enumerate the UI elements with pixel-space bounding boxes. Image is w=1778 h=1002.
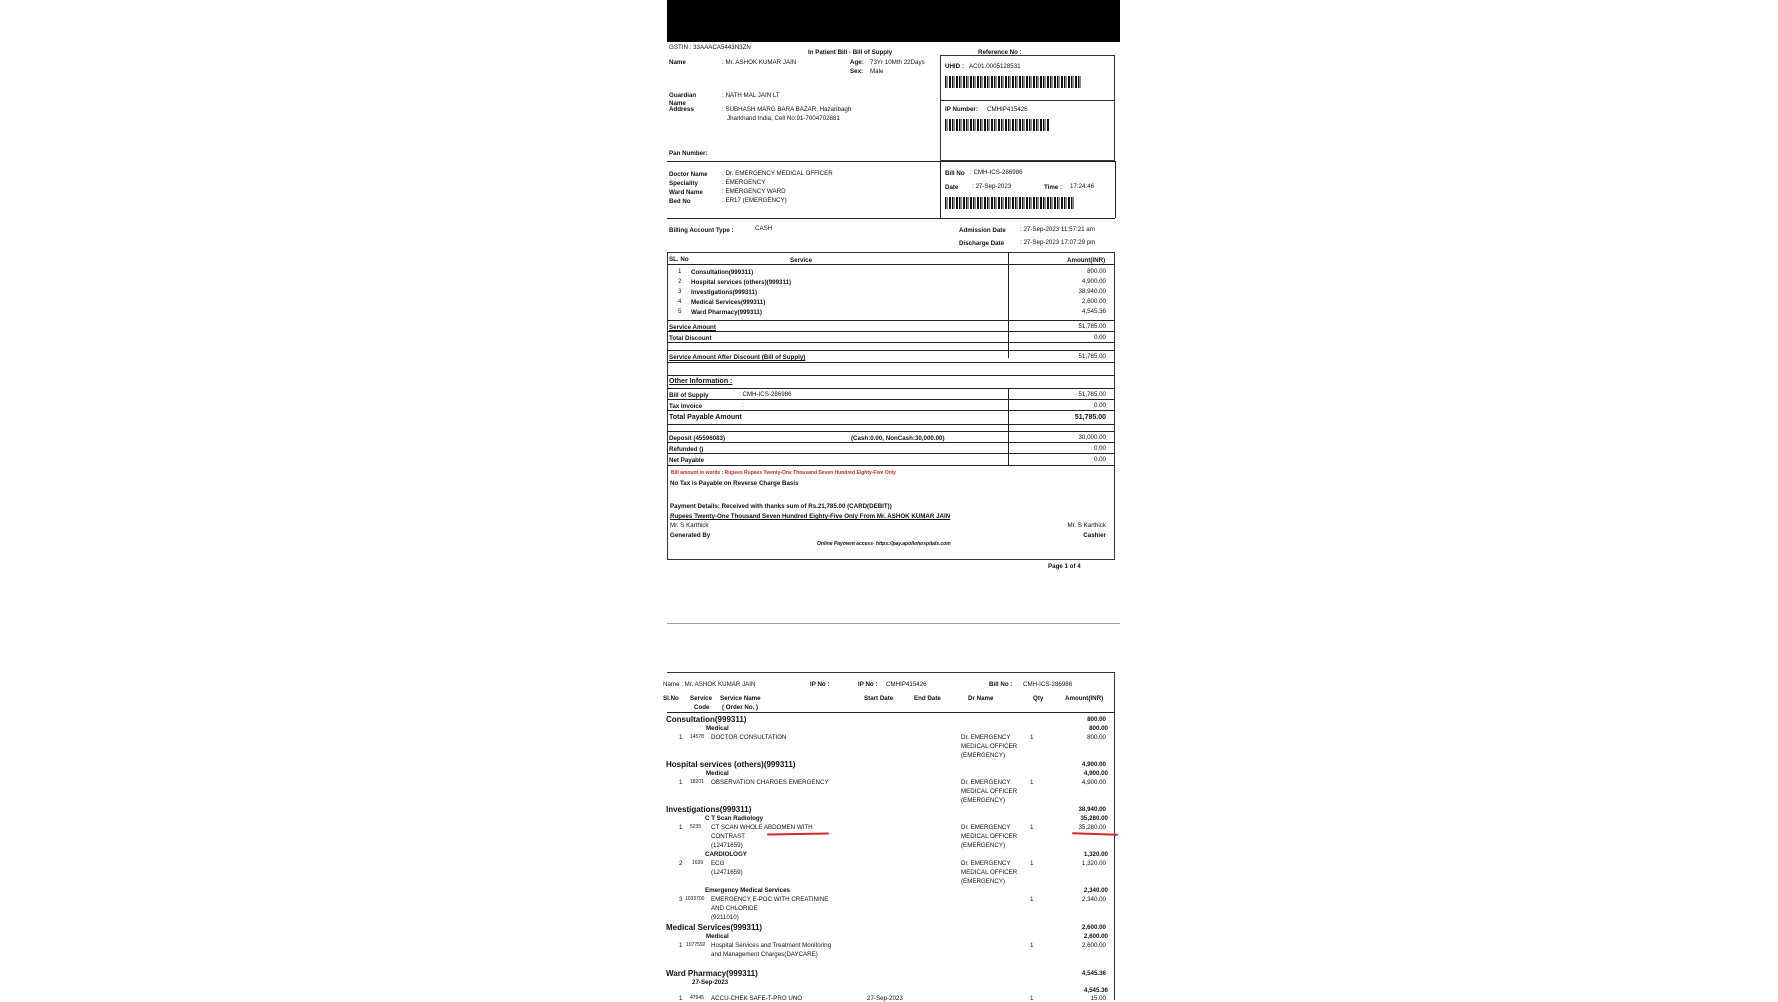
item-doctor: (EMERGENCY): [961, 842, 1006, 849]
address-line1: : SUBHASH MARG BARA BAZAR, Hazaribagh: [722, 106, 852, 113]
divider: [667, 453, 1115, 454]
ip-number-label: IP Number:: [945, 106, 978, 113]
refunded-label: Refunded (): [669, 446, 704, 453]
ward-value: : EMERGENCY WARD: [722, 188, 786, 195]
service-amount-label: Service Amount: [669, 324, 716, 331]
guardian-label: Guardian: [669, 92, 697, 99]
generated-by-label: Generated By: [670, 532, 711, 539]
item-qty: 1: [1030, 896, 1034, 903]
service-name: Hospital services (others)(999311): [691, 279, 792, 286]
page-separator: [667, 623, 1120, 624]
bed-value: : ER17 (EMERGENCY): [722, 197, 787, 204]
sub-group: C T Scan Radiology: [705, 815, 764, 822]
item-qty: 1: [1030, 734, 1034, 741]
service-name: Investigations(999311): [691, 289, 758, 296]
col-service-code-2: Code: [694, 704, 710, 711]
service-no: 5: [678, 308, 682, 315]
speciality-label: Speciality: [669, 180, 698, 187]
amount-in-words: Bill amount in words : Rupees Rupees Twenty-One Thousand Seven Hundred Eighty-Five Only: [671, 470, 896, 476]
item-amount: 1,320.00: [1081, 860, 1106, 867]
item-name: CONTRAST: [711, 833, 746, 840]
gstin: GSTIN : 33AAACA5443N3ZN: [669, 44, 751, 51]
deposit-label: Deposit (45596083): [669, 435, 726, 442]
col-qty: Qty: [1033, 695, 1044, 702]
uhid-barcode: [945, 76, 1082, 88]
item-no: 1: [679, 942, 683, 949]
sub-group: CARDIOLOGY: [705, 851, 747, 858]
service-no: 2: [678, 278, 682, 285]
group-total: 4,900.00: [1081, 761, 1106, 768]
name-label: Name: [669, 59, 686, 66]
col-service: Service: [790, 257, 813, 264]
billing-account-value: CASH: [755, 225, 773, 232]
date-value: : 27-Sep-2023: [972, 183, 1012, 190]
sub-group-total: 35,280.00: [1080, 815, 1108, 822]
group-total: 38,940.00: [1078, 806, 1106, 813]
refunded-value: 0.00: [1093, 445, 1106, 452]
item-name: DOCTOR CONSULTATION: [711, 734, 787, 741]
sub-group-total: 800.00: [1089, 725, 1108, 732]
service-no: 4: [678, 298, 682, 305]
tax-invoice-value: 0.00: [1093, 402, 1106, 409]
address-line2: Jharkhand India, Cell No:91-7004702881: [727, 115, 840, 122]
item-code: 1077592: [686, 942, 706, 948]
item-order: (9211010): [711, 914, 739, 921]
guardian-value: : NATH MAL JAIN LT: [722, 92, 780, 99]
divider: [667, 388, 1115, 389]
item-amount: 35,280.00: [1078, 824, 1106, 831]
sub-group-total: 4,545.36: [1083, 987, 1108, 994]
bill-no-value: : CMH-ICS-286986: [970, 169, 1023, 176]
group-title: Investigations(999311): [666, 805, 752, 814]
item-doctor: MEDICAL OFFICER: [961, 743, 1018, 750]
item-doctor: Dr. EMERGENCY: [961, 860, 1011, 867]
divider: [667, 320, 1115, 321]
item-start-date: 27-Sep-2023: [867, 995, 903, 1002]
bed-label: Bed No: [669, 198, 691, 205]
speciality-value: : EMERGENCY: [722, 179, 766, 186]
deposit-value: 30,000.00: [1078, 434, 1106, 441]
admission-value: : 27-Sep-2023 11:57:21 am: [1020, 226, 1095, 233]
ward-label: Ward Name: [669, 189, 703, 196]
item-name: ACCU-CHEK SAFE-T-PRO UNO: [711, 995, 803, 1002]
bill-barcode: [945, 197, 1074, 209]
payment-details: Payment Details: Received with thanks sum of Rs.21,785.00 (CARD(DEBIT)): [670, 503, 892, 510]
item-name: OBSERVATION CHARGES EMERGENCY: [711, 779, 829, 786]
item-qty: 1: [1030, 942, 1034, 949]
group-total: 2,600.00: [1081, 924, 1106, 931]
sub-group-date: 27-Sep-2023: [692, 979, 729, 986]
item-code: 18201: [690, 779, 704, 785]
doctor-label: Doctor Name: [669, 171, 708, 178]
cashier-name: Mr. S Karthick: [1067, 522, 1106, 529]
tax-invoice-ref: :: [742, 402, 744, 409]
divider: [667, 410, 1115, 411]
total-discount-value: 0.00: [1093, 334, 1106, 341]
page-number: Page 1 of 4: [1048, 563, 1081, 570]
divider: [667, 161, 1115, 162]
sub-group-total: 1,320.00: [1083, 851, 1108, 858]
service-no: 3: [678, 288, 682, 295]
item-doctor: (EMERGENCY): [961, 752, 1006, 759]
admission-label: Admission Date: [959, 227, 1006, 234]
total-payable-label: Total Payable Amount: [669, 414, 742, 421]
after-discount-label: Service Amount After Discount (Bill of Supply): [669, 354, 806, 361]
deposit-detail: (Cash:0.00, NonCash:30,000.00): [851, 435, 945, 442]
divider: [667, 712, 1115, 713]
bill-of-supply-value: 51,785.00: [1078, 391, 1106, 398]
sub-group: Medical: [706, 725, 729, 732]
ip-barcode: [945, 119, 1049, 131]
net-payable-value: 0.00: [1093, 456, 1106, 463]
item-no: 2: [679, 860, 683, 867]
item-order: (12471659): [711, 869, 743, 876]
divider: [667, 362, 1115, 363]
item-no: 1: [679, 779, 683, 786]
item-no: 1: [679, 995, 683, 1002]
total-discount-label: Total Discount: [669, 335, 712, 342]
group-total: 800.00: [1087, 716, 1106, 723]
col-slno: SL. No: [669, 256, 689, 263]
item-doctor: Dr. EMERGENCY: [961, 734, 1011, 741]
divider: [940, 161, 941, 218]
service-amount: 2,600.00: [1081, 298, 1106, 305]
item-amount: 800.00: [1087, 734, 1106, 741]
item-name: AND CHLORIDE: [711, 905, 758, 912]
col-amount: Amount(INR): [1065, 695, 1104, 702]
time-label: Time :: [1044, 184, 1063, 191]
item-amount: 15.00: [1090, 995, 1106, 1002]
group-title: Medical Services(999311): [666, 923, 763, 932]
net-payable-label: Net Payable: [669, 457, 705, 464]
service-no: 1: [678, 268, 682, 275]
reference-label: Reference No :: [978, 49, 1022, 56]
divider: [667, 424, 1115, 425]
sex-label: Sex:: [850, 68, 864, 75]
divider: [667, 431, 1115, 432]
payment-words: Rupees Twenty-One Thousand Seven Hundred Eighty-Five Only From Mr. ASHOK KUMAR JAIN: [670, 513, 951, 520]
item-amount: 2,600.00: [1081, 942, 1106, 949]
bill-of-supply-label: Bill of Supply: [669, 392, 709, 399]
group-total: 4,545.36: [1081, 970, 1106, 977]
item-name: CT SCAN WHOLE ABDOMEN WITH: [711, 824, 813, 831]
col-dr-name: Dr Name: [968, 695, 994, 702]
item-name: Hospital Services and Treatment Monitoring: [711, 942, 832, 949]
group-title: Hospital services (others)(999311): [666, 760, 796, 769]
item-code: 1033700: [685, 896, 705, 902]
divider: [667, 375, 1115, 376]
item-code: 5235: [690, 824, 702, 830]
bill-no-label: Bill No: [945, 170, 965, 177]
uhid-label: UHID :: [945, 63, 964, 70]
item-name: ECG: [711, 860, 725, 867]
billing-account-label: Billing Account Type :: [669, 227, 734, 234]
service-amount: 800.00: [1087, 268, 1106, 275]
generated-by-name: Mr. S Karthick: [670, 522, 709, 529]
time-value: 17:24:46: [1070, 183, 1095, 190]
item-qty: 1: [1030, 995, 1034, 1002]
service-amount: 4,900.00: [1081, 278, 1106, 285]
item-doctor: MEDICAL OFFICER: [961, 833, 1018, 840]
col-service-name: Service Name: [720, 695, 761, 702]
col-start-date: Start Date: [864, 695, 894, 702]
age-value: 73Yr 10Mth 22Days: [870, 59, 925, 66]
item-qty: 1: [1030, 824, 1034, 831]
divider: [667, 218, 1115, 219]
name-value: : Mr. ASHOK KUMAR JAIN: [722, 59, 797, 66]
total-payable-value: 51,785.00: [1074, 414, 1106, 421]
item-qty: 1: [1030, 860, 1034, 867]
col-order-no: ( Order No. ): [722, 704, 759, 711]
pan-label: Pan Number:: [669, 150, 708, 157]
after-discount-value: 51,785.00: [1078, 353, 1106, 360]
guardian-name-label: Name: [669, 100, 686, 107]
item-name: EMERGENCY E-POC WITH CREATININE: [711, 896, 829, 903]
service-amount-value: 51,785.00: [1078, 323, 1106, 330]
address-label: Address: [669, 106, 694, 113]
divider: [1115, 161, 1116, 218]
item-doctor: (EMERGENCY): [961, 797, 1006, 804]
uhid-value: AC01.0005128531: [969, 63, 1021, 70]
service-name: Ward Pharmacy(999311): [691, 309, 762, 316]
sub-group: Emergency Medical Services: [705, 887, 790, 894]
ip-label-a: IP No :: [810, 681, 830, 688]
ip-number-value: CMHIP415426: [987, 106, 1028, 113]
item-amount: 4,900.00: [1081, 779, 1106, 786]
col-service-code: Service: [690, 695, 713, 702]
group-title: Ward Pharmacy(999311): [666, 969, 758, 978]
service-amount: 38,940.00: [1078, 288, 1106, 295]
item-qty: 1: [1030, 779, 1034, 786]
item-code: 47945: [690, 995, 704, 1001]
sub-group: Medical: [706, 933, 729, 940]
col-end-date: End Date: [914, 695, 941, 702]
item-code: 14578: [690, 734, 704, 740]
divider: [667, 465, 1115, 466]
online-payment-note: Online Payment access- https://pay.apollohospitals.com: [817, 541, 951, 547]
sub-group-total: 4,900.00: [1083, 770, 1108, 777]
item-order: (12471659): [711, 842, 743, 849]
item-no: 1: [679, 824, 683, 831]
sub-group-total: 2,600.00: [1083, 933, 1108, 940]
item-doctor: (EMERGENCY): [961, 878, 1006, 885]
item-no: 1: [679, 734, 683, 741]
date-label: Date: [945, 184, 959, 191]
item-doctor: Dr. EMERGENCY: [961, 779, 1011, 786]
discharge-value: : 27-Sep-2023 17:07:29 pm: [1020, 239, 1096, 246]
age-label: Age:: [850, 59, 864, 66]
bill-no-label: Bill No :: [989, 681, 1013, 688]
divider: [667, 264, 1115, 265]
divider: [667, 399, 1115, 400]
sub-group-total: 2,340.00: [1083, 887, 1108, 894]
sex-value: Male: [870, 68, 884, 75]
other-info-label: Other Information :: [669, 378, 733, 385]
service-name: Medical Services(999311): [691, 299, 766, 306]
item-doctor: Dr. EMERGENCY: [961, 824, 1011, 831]
tax-invoice-label: Tax Invoice: [669, 403, 703, 410]
bill-title: In Patient Bill - Bill of Supply: [808, 49, 893, 56]
item-code: 1639: [692, 860, 704, 866]
item-no: 3: [679, 896, 683, 903]
divider: [667, 442, 1115, 443]
item-doctor: MEDICAL OFFICER: [961, 788, 1018, 795]
col-slno: Sl.No: [663, 695, 679, 702]
service-name: Consultation(999311): [691, 269, 754, 276]
no-tax-note: No Tax is Payable on Reverse Charge Basis: [670, 480, 799, 487]
item-doctor: MEDICAL OFFICER: [961, 869, 1018, 876]
item-amount: 2,340.00: [1081, 896, 1106, 903]
divider: [667, 342, 1115, 343]
service-amount: 4,545.36: [1081, 308, 1106, 315]
bill-no-value: CMH-ICS-286986: [1023, 681, 1073, 688]
sub-group: Medical: [706, 770, 729, 777]
col-amount: Amount(INR): [1067, 257, 1106, 264]
redacted-banner: [667, 0, 1120, 42]
discharge-label: Discharge Date: [959, 240, 1005, 247]
item-name: and Management Charges(DAYCARE): [711, 951, 818, 958]
ip-value: CMHIP415426: [886, 681, 927, 688]
divider: [667, 350, 1115, 351]
bill-of-supply-ref: : CMH-ICS-286986: [739, 391, 792, 398]
group-title: Consultation(999311): [666, 715, 747, 724]
patient-name-header: Name : Mr. ASHOK KUMAR JAIN: [663, 681, 756, 688]
divider: [667, 331, 1115, 332]
cashier-label: Cashier: [1083, 532, 1106, 539]
doctor-value: : Dr. EMERGENCY MEDICAL OFFICER: [722, 170, 833, 177]
ip-label-b: IP No :: [858, 681, 878, 688]
